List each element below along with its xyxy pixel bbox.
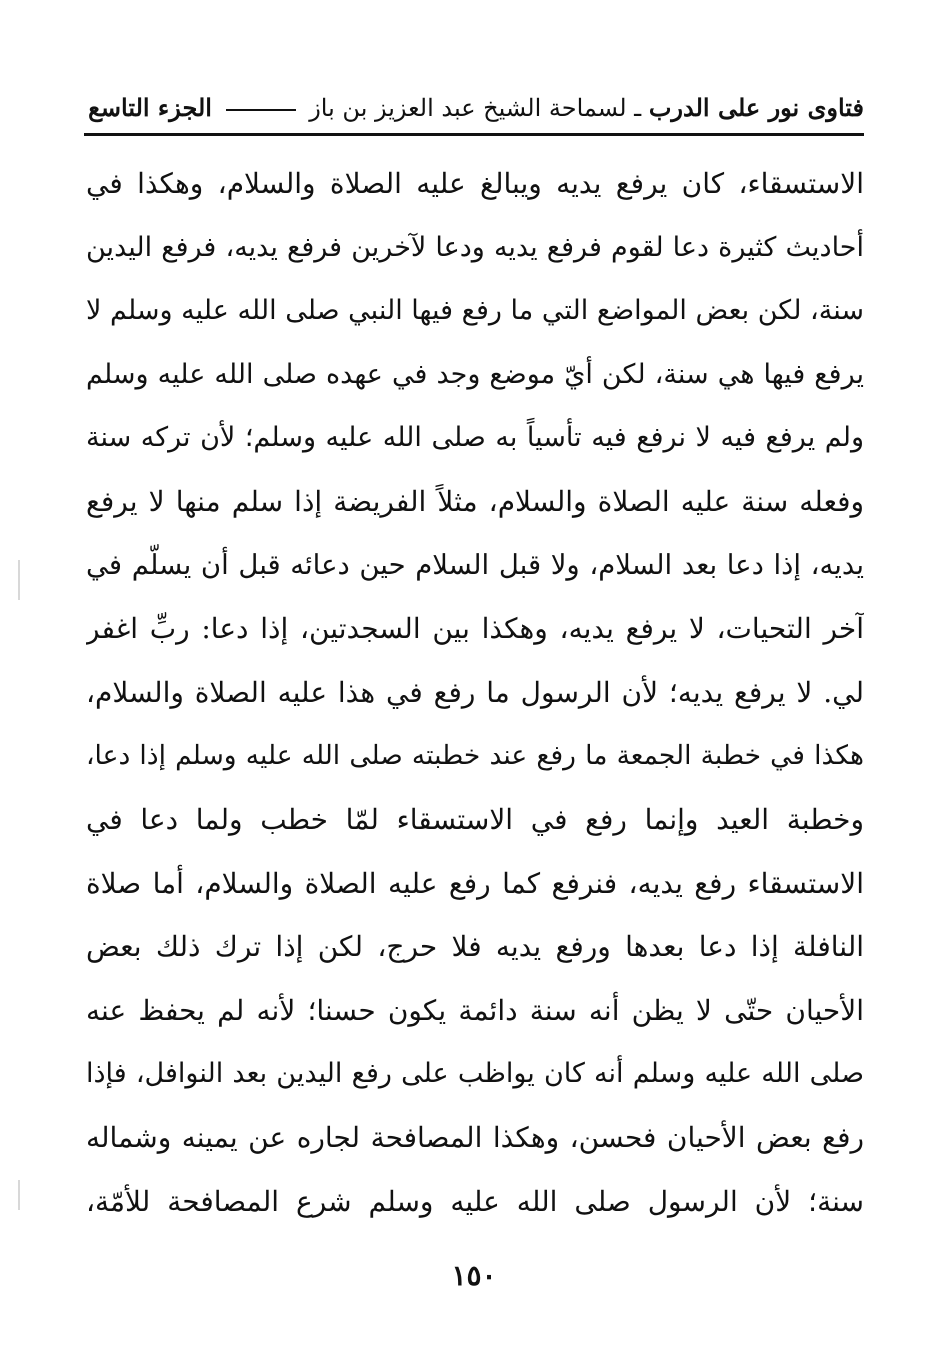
body-text (86, 152, 864, 1233)
text-line: النافلة إذا دعا بعدها ورفع يديه فلا حرج، لكن إذا ترك ذلك بعض (86, 930, 864, 964)
text-line: سنة، لكن بعض المواضع التي ما رفع فيها النبي صلى الله عليه وسلم لا (86, 295, 864, 327)
page-number: ١٥٠ (451, 1259, 497, 1292)
text-line: هكذا في خطبة الجمعة ما رفع عند خطبته صلى الله عليه وسلم إذا دعا، (86, 740, 864, 772)
part-label: الجزء التاسع (88, 93, 212, 122)
text-line: الاستسقاء رفع يديه، فنرفع كما رفع عليه الصلاة والسلام، أما صلاة (86, 866, 864, 900)
text-line: ولم يرفع فيه لا نرفع فيه تأسياً به صلى الله عليه وسلم؛ لأن تركه سنة (86, 422, 864, 454)
scan-mark (18, 560, 20, 600)
header-dash (226, 109, 296, 111)
book-title: فتاوى نور على الدرب (648, 93, 864, 122)
text-line: آخر التحيات، لا يرفع يديه، وهكذا بين السجدتين، إذا دعا: ربِّ اغفر (86, 612, 864, 646)
text-line: أحاديث كثيرة دعا لقوم فرفع يديه ودعا لآخرين فرفع يديه، فرفع اليدين (86, 231, 864, 263)
text-line: الاستسقاء، كان يرفع يديه ويبالغ عليه الصلاة والسلام، وهكذا في (86, 167, 864, 200)
text-line: يرفع فيها هي سنة، لكن أيّ موضع وجد في عهده صلى الله عليه وسلم (86, 358, 864, 390)
author-line: ـ لسماحة الشيخ عبد العزيز بن باز (309, 94, 642, 122)
running-header (86, 88, 864, 128)
text-line: سنة؛ لأن الرسول صلى الله عليه وسلم شرع المصافحة للأمّة، (86, 1184, 864, 1218)
text-line: وفعله سنة عليه الصلاة والسلام، مثلاً الفريضة إذا سلم منها لا يرفع (86, 484, 864, 518)
text-line: الأحيان حتّى لا يظن أنه سنة دائمة يكون حسنا؛ لأنه لم يحفظ عنه (86, 993, 864, 1027)
text-line: رفع بعض الأحيان فحسن، وهكذا المصافحة لجاره عن يمينه وشماله (86, 1120, 864, 1154)
text-line: وخطبة العيد وإنما رفع في الاستسقاء لمّا خطب ولما دعا في (86, 802, 864, 836)
scan-mark (18, 1180, 20, 1210)
header-rule (84, 133, 864, 136)
text-line: يديه، إذا دعا بعد السلام، ولا قبل السلام حين دعائه قبل أن يسلّم في (86, 548, 864, 581)
text-line: صلى الله عليه وسلم أنه كان يواظب على رفع اليدين بعد النوافل، فإذا (86, 1058, 864, 1090)
text-line: لي. لا يرفع يديه؛ لأن الرسول ما رفع في هذا عليه الصلاة والسلام، (86, 675, 864, 709)
